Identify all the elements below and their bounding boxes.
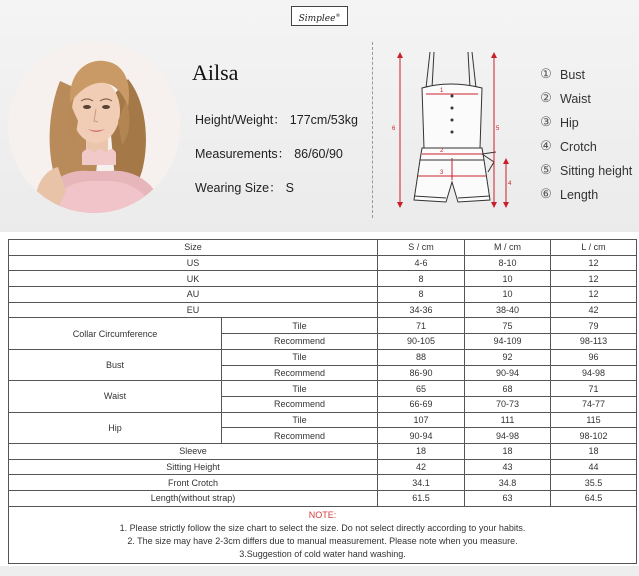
sub-label: Recommend [222,428,378,444]
size-chart-table [8,239,637,564]
cell-s: 66-69 [378,396,465,412]
cell-s: 8 [378,271,465,287]
diagram-label-length: 6 [392,126,396,132]
cell-l: 18 [551,443,637,459]
legend-sitting-height: ⑤ Sitting height [540,162,633,178]
diagram-label-bust: 1 [440,88,444,94]
cell-m: 70-73 [465,396,551,412]
row-label: AU [9,287,378,303]
table-header-row [9,240,637,256]
row-label: EU [9,302,378,318]
note-title: NOTE: [308,509,337,520]
sub-label: Recommend [222,365,378,381]
note-line-2: 2. The size may have 2-3cm differs due to manual measurement. Please note when you measure. [127,535,518,546]
model-name: Ailsa [192,60,239,85]
legend-waist: ② Waist [540,90,591,106]
cell-m: 18 [465,443,551,459]
sub-label: Tile [222,381,378,397]
cell-s: 34-36 [378,302,465,318]
cell-s: 65 [378,381,465,397]
row-label: Sleeve [9,443,378,459]
cell-l: 74-77 [551,396,637,412]
cell-s: 34.1 [378,475,465,491]
row-label: UK [9,271,378,287]
table-row [9,287,637,303]
model-photo [8,41,180,213]
row-label: Front Crotch [9,475,378,491]
cell-m: 63 [465,491,551,507]
header-size: Size [9,240,378,256]
group-label: Bust [9,349,222,380]
cell-l: 64.5 [551,491,637,507]
cell-m: 92 [465,349,551,365]
cell-m: 94-98 [465,428,551,444]
cell-s: 8 [378,287,465,303]
table-row [9,318,637,334]
cell-l: 35.5 [551,475,637,491]
group-label: Waist [9,381,222,412]
legend-hip: ③ Hip [540,114,579,130]
cell-l: 79 [551,318,637,334]
note-line-3: 3.Suggestion of cold water hand washing. [239,548,406,559]
row-label: Sitting Height [9,459,378,475]
cell-s: 42 [378,459,465,475]
table-row [9,302,637,318]
cell-l: 44 [551,459,637,475]
bottom-edge [0,566,639,576]
cell-m: 10 [465,287,551,303]
diagram-label-hip: 3 [440,170,444,176]
sub-label: Recommend [222,334,378,350]
cell-s: 71 [378,318,465,334]
header-m: M / cm [465,240,551,256]
table-row [9,349,637,365]
cell-m: 75 [465,318,551,334]
cell-l: 96 [551,349,637,365]
header-s: S / cm [378,240,465,256]
cell-m: 38-40 [465,302,551,318]
legend-length: ⑥ Length [540,186,599,202]
cell-l: 12 [551,255,637,271]
cell-l: 115 [551,412,637,428]
group-label: Hip [9,412,222,443]
table-row [9,491,637,507]
header-l: L / cm [551,240,637,256]
diagram-label-waist: 2 [440,148,444,154]
sub-label: Tile [222,412,378,428]
diagram-label-crotch: 4 [508,181,512,187]
romper-diagram [378,40,528,220]
cell-s: 90-94 [378,428,465,444]
cell-s: 107 [378,412,465,428]
legend-bust: ① Bust [540,66,586,82]
sub-label: Tile [222,349,378,365]
table-row [9,412,637,428]
cell-m: 43 [465,459,551,475]
note-line-1: 1. Please strictly follow the size chart to select the size. Do not select directly according to your habits. [119,522,526,533]
cell-s: 61.5 [378,491,465,507]
table-row [9,459,637,475]
cell-l: 12 [551,287,637,303]
row-label: US [9,255,378,271]
table-row [9,381,637,397]
sub-label: Recommend [222,396,378,412]
table-row [9,271,637,287]
cell-s: 4-6 [378,255,465,271]
cell-l: 98-113 [551,334,637,350]
row-label: Length(without strap) [9,491,378,507]
cell-m: 8-10 [465,255,551,271]
wearing-size-line: Wearing Size： S [195,181,294,195]
table-row [9,255,637,271]
cell-m: 34.8 [465,475,551,491]
legend-crotch: ④ Crotch [540,138,597,154]
table-row [9,475,637,491]
cell-l: 71 [551,381,637,397]
cell-l: 42 [551,302,637,318]
table-row [9,443,637,459]
measurements-line: Measurements： 86/60/90 [195,147,343,161]
cell-m: 94-109 [465,334,551,350]
cell-l: 94-98 [551,365,637,381]
cell-l: 98-102 [551,428,637,444]
cell-s: 18 [378,443,465,459]
panel-divider [372,42,373,218]
note-row [9,506,637,563]
diagram-label-sitting-height: 5 [496,126,500,132]
brand-logo: Simplee® [291,6,348,26]
group-label: Collar Circumference [9,318,222,349]
cell-m: 90-94 [465,365,551,381]
size-note [9,506,637,563]
cell-s: 90-105 [378,334,465,350]
cell-l: 12 [551,271,637,287]
cell-s: 86-90 [378,365,465,381]
sub-label: Tile [222,318,378,334]
height-weight-line: Height/Weight： 177cm/53kg [195,113,358,127]
cell-s: 88 [378,349,465,365]
cell-m: 68 [465,381,551,397]
cell-m: 10 [465,271,551,287]
cell-m: 111 [465,412,551,428]
